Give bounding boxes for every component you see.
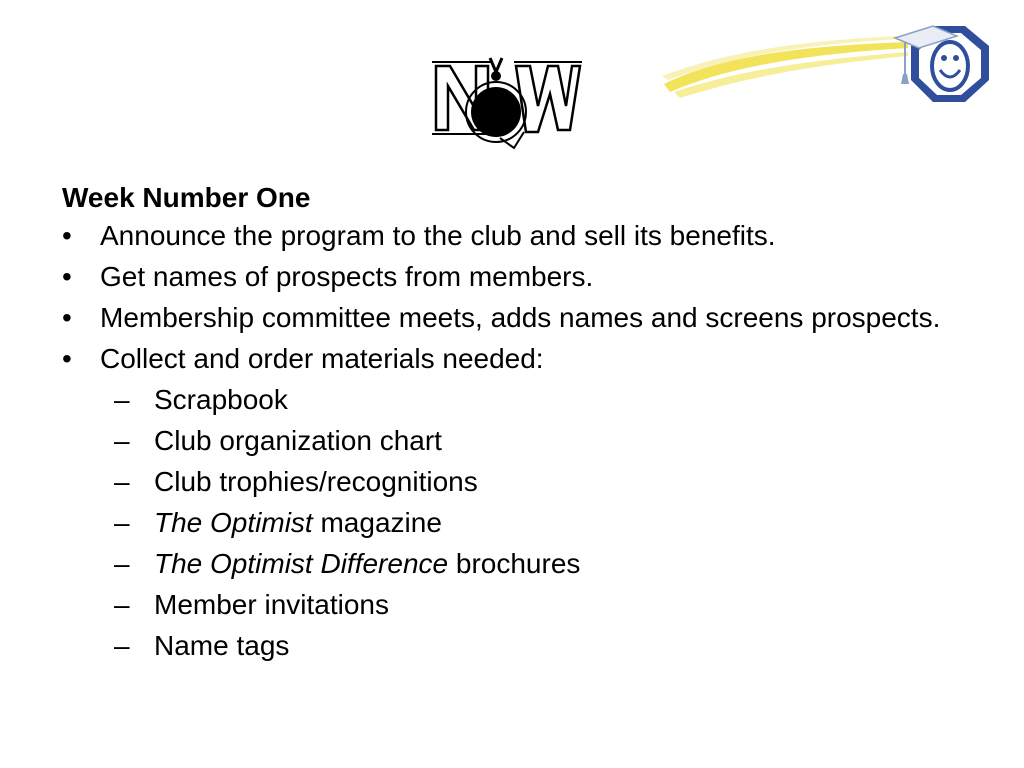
material-text: Name tags [154, 630, 290, 661]
optimist-smiley-badge [893, 22, 993, 108]
bullet-item [62, 343, 982, 374]
dash-marker: – [114, 425, 130, 456]
material-item [100, 507, 982, 538]
slide-heading: Week Number One [62, 182, 311, 213]
material-italic-title: The Optimist Difference [154, 548, 449, 579]
dash-marker: – [114, 630, 130, 661]
bullet-marker: • [62, 261, 72, 292]
dash-marker: – [114, 466, 130, 497]
material-item [100, 384, 982, 415]
dash-marker: – [114, 384, 130, 415]
dash-marker: – [114, 507, 130, 538]
materials-list [62, 384, 982, 661]
material-item [100, 425, 982, 456]
dash-marker: – [114, 548, 130, 579]
bullet-item [62, 220, 982, 251]
bullet-text: Get names of prospects from members. [100, 261, 594, 292]
bullet-list [62, 220, 982, 374]
bullet-marker: • [62, 302, 72, 333]
bullet-item [62, 302, 982, 333]
slide-content [62, 180, 982, 671]
material-text: Club trophies/recognitions [154, 466, 478, 497]
bullet-item [62, 261, 982, 292]
now-logo [430, 52, 582, 150]
bullet-text: Membership committee meets, adds names and screens prospects. [100, 302, 941, 333]
yellow-swoosh-decoration [660, 26, 910, 106]
material-italic-title: The Optimist [154, 507, 313, 538]
dash-marker: – [114, 589, 130, 620]
material-text: Member invitations [154, 589, 389, 620]
material-text: magazine [312, 507, 442, 538]
material-item [100, 466, 982, 497]
material-item [100, 630, 982, 661]
material-text: Club organization chart [154, 425, 442, 456]
bullet-marker: • [62, 343, 72, 374]
material-text: brochures [448, 548, 581, 579]
material-text: Scrapbook [154, 384, 288, 415]
bullet-text: Collect and order materials needed: [100, 343, 544, 374]
material-item [100, 548, 982, 579]
material-item [100, 589, 982, 620]
bullet-marker: • [62, 220, 72, 251]
bullet-text: Announce the program to the club and sell its benefits. [100, 220, 776, 251]
